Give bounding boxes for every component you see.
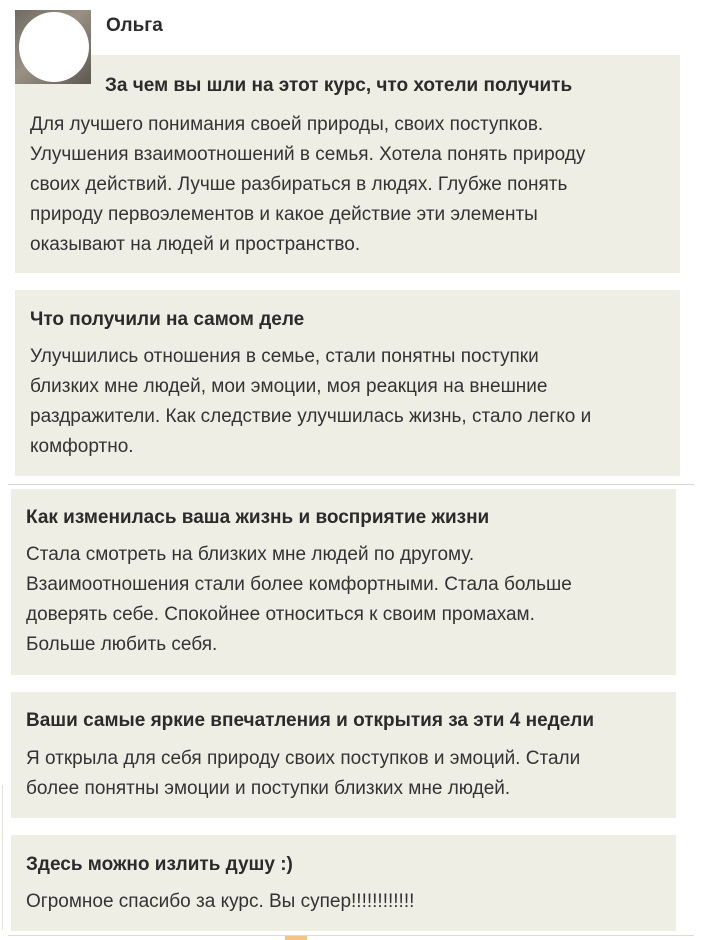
text-line: природу первоэлементов и какое действие эти элементы bbox=[30, 204, 538, 225]
text-line: раздражители. Как следствие улучшилась жизнь, стало легко и bbox=[30, 406, 592, 427]
text-line: оказывают на людей и пространство. bbox=[30, 234, 361, 255]
bottom-divider bbox=[8, 935, 694, 940]
text-line: комфортно. bbox=[30, 436, 134, 457]
card-title: Здесь можно излить душу :) bbox=[26, 854, 293, 875]
avatar[interactable] bbox=[15, 10, 91, 84]
author-name[interactable]: Ольга bbox=[106, 15, 163, 36]
text-line: Я открыла для себя природу своих поступков и эмоций. Стали bbox=[26, 748, 581, 769]
text-line: Улучшились отношения в семье, стали понятны поступки bbox=[30, 346, 539, 367]
text-line: Стала смотреть на близких мне людей по другому. bbox=[26, 544, 475, 565]
review-card-impressions bbox=[11, 692, 676, 818]
review-card-life-change bbox=[11, 489, 676, 675]
text-line: близких мне людей, мои эмоции, моя реакция на внешние bbox=[30, 376, 548, 397]
card-title: Как изменилась ваша жизнь и восприятие жизни bbox=[26, 507, 490, 528]
card-text bbox=[26, 744, 666, 804]
text-line: Улучшения взаимоотношений в семья. Хотела понять природу bbox=[30, 144, 586, 165]
card-text bbox=[30, 342, 670, 462]
card-title: Что получили на самом деле bbox=[30, 309, 305, 330]
edge-line bbox=[2, 785, 3, 930]
card-text bbox=[30, 110, 670, 260]
card-text bbox=[26, 887, 666, 917]
text-line: Взаимоотношения стали более комфортными. Стала больше bbox=[26, 574, 572, 595]
review-card-results bbox=[15, 290, 680, 476]
text-line: Больше любить себя. bbox=[26, 634, 218, 655]
text-line: Огромное спасибо за курс. Вы супер!!!!!!!!!!!! bbox=[26, 891, 415, 912]
text-line: более понятны эмоции и поступки близких мне людей. bbox=[26, 778, 511, 799]
card-title: Ваши самые яркие впечатления и открытия за эти 4 недели bbox=[26, 710, 595, 731]
bottom-mark bbox=[285, 936, 307, 940]
review-card-goals bbox=[15, 55, 680, 273]
card-title: За чем вы шли на этот курс, что хотели получить bbox=[105, 75, 573, 96]
text-line: своих действий. Лучше разбираться в людях. Глубже понять bbox=[30, 174, 568, 195]
text-line: доверять себе. Спокойнее относиться к своим промахам. bbox=[26, 604, 535, 625]
text-line: Для лучшего понимания своей природы, своих поступков. bbox=[30, 114, 544, 135]
card-text bbox=[26, 540, 666, 660]
review-card-free-comment bbox=[11, 835, 676, 931]
divider bbox=[8, 484, 694, 485]
